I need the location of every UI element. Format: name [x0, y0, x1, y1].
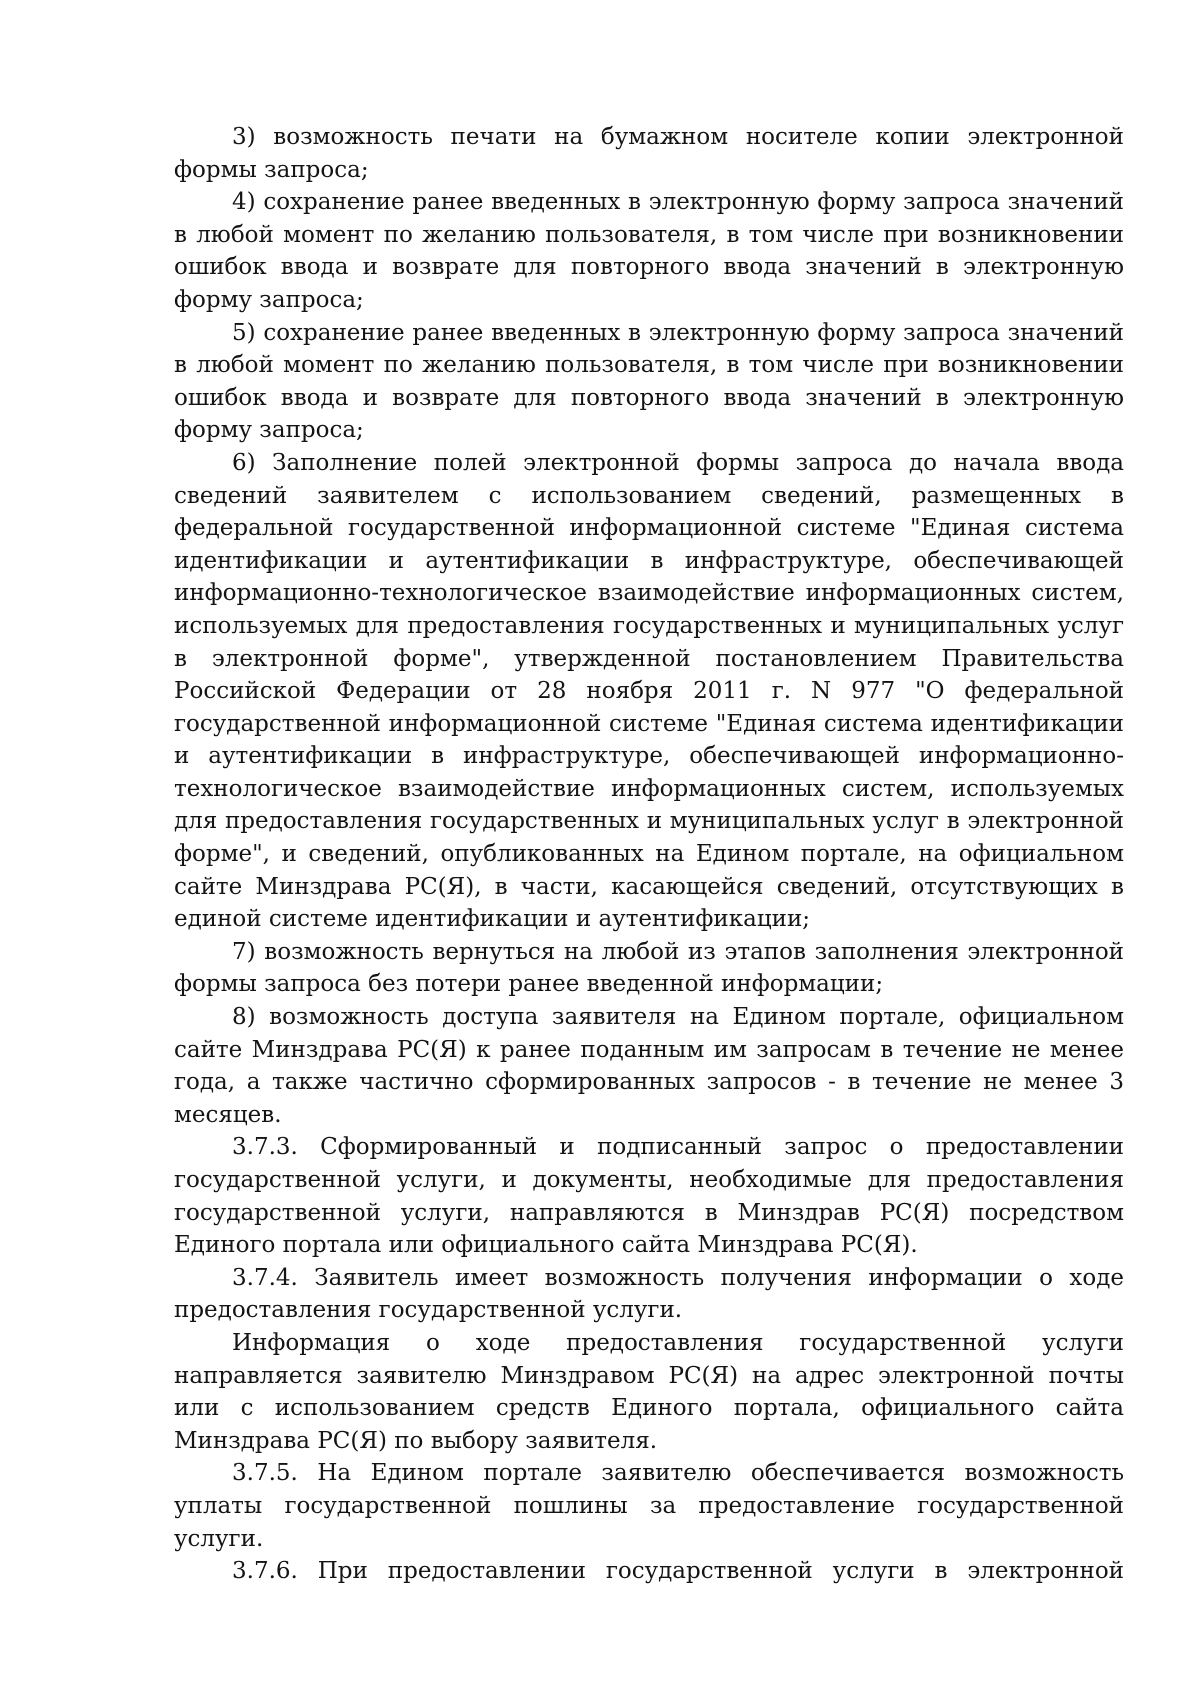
paragraph-item-5: 5) сохранение ранее введенных в электронную форму запроса значений в любой момент по желанию пользователя, в том числе при возникновении ошибок ввода и возврате для повторного ввода значений в электронную форму запроса; — [174, 319, 1124, 444]
paragraph-item-3: 3) возможность печати на бумажном носителе копии электронной формы запроса; — [174, 124, 1124, 183]
paragraph-item-4: 4) сохранение ранее введенных в электронную форму запроса значений в любой момент по желанию пользователя, в том числе при возникновении ошибок ввода и возврате для повторного ввода значений в электронную форму запроса; — [174, 189, 1124, 313]
paragraph-3-7-4: 3.7.4. Заявитель имеет возможность получения информации о ходе предоставления государственной услуги. — [174, 1264, 1124, 1324]
paragraph-3-7-3: 3.7.3. Сформированный и подписанный запрос о предоставлении государственной услуги, и документы, необходимые для предоставления государственной услуги, направляются в Минздрав РС(Я) посредством Единого портала или официального сайта Минздрава РС(Я). — [174, 1134, 1124, 1259]
paragraph-item-7: 7) возможность вернуться на любой из этапов заполнения электронной формы запроса без потери ранее введенной информации; — [174, 938, 1124, 998]
document-body — [174, 121, 1124, 1588]
paragraph-3-7-5: 3.7.5. На Едином портале заявителю обеспечивается возможность уплаты государственной пошлины за предоставление государственной услуги. — [174, 1460, 1124, 1552]
paragraph-item-8: 8) возможность доступа заявителя на Едином портале, официальном сайте Минздрава РС(Я) к ранее поданным им запросам в течение не менее года, а также частично сформированных запросов - в течение не менее 3 месяцев. — [174, 1004, 1124, 1128]
paragraph-3-7-6: 3.7.6. При предоставлении государственной услуги в электронной — [232, 1558, 1124, 1585]
paragraph-item-6: 6) Заполнение полей электронной формы запроса до начала ввода сведений заявителем с использованием сведений, размещенных в федеральной государственной информационной системе "Единая система идентификации и аутентификации в инфраструктуре, обеспечивающей информационно-технологическое взаимодействие информационных систем, используемых для предоставления государственных и муниципальных услуг в электронной форме", утвержденной постановлением Правительства Российской Федерации от 28 ноября 2011 г. N 977 "О федеральной государственной информационной системе "Единая система идентификации и аутентификации в инфраструктуре, обеспечивающей информационно-технологическое взаимодействие информационных систем, используемых для предоставления государственных и муниципальных услуг в электронной форме", и сведений, опубликованных на Едином портале, на официальном сайте Минздрава РС(Я), в части, касающейся сведений, отсутствующих в единой системе идентификации и аутентификации; — [174, 449, 1124, 933]
paragraph-status-info: Информация о ходе предоставления государственной услуги направляется заявителю Минздравом РС(Я) на адрес электронной почты или с использованием средств Единого портала, официального сайта Минздрава РС(Я) по выбору заявителя. — [174, 1329, 1124, 1454]
